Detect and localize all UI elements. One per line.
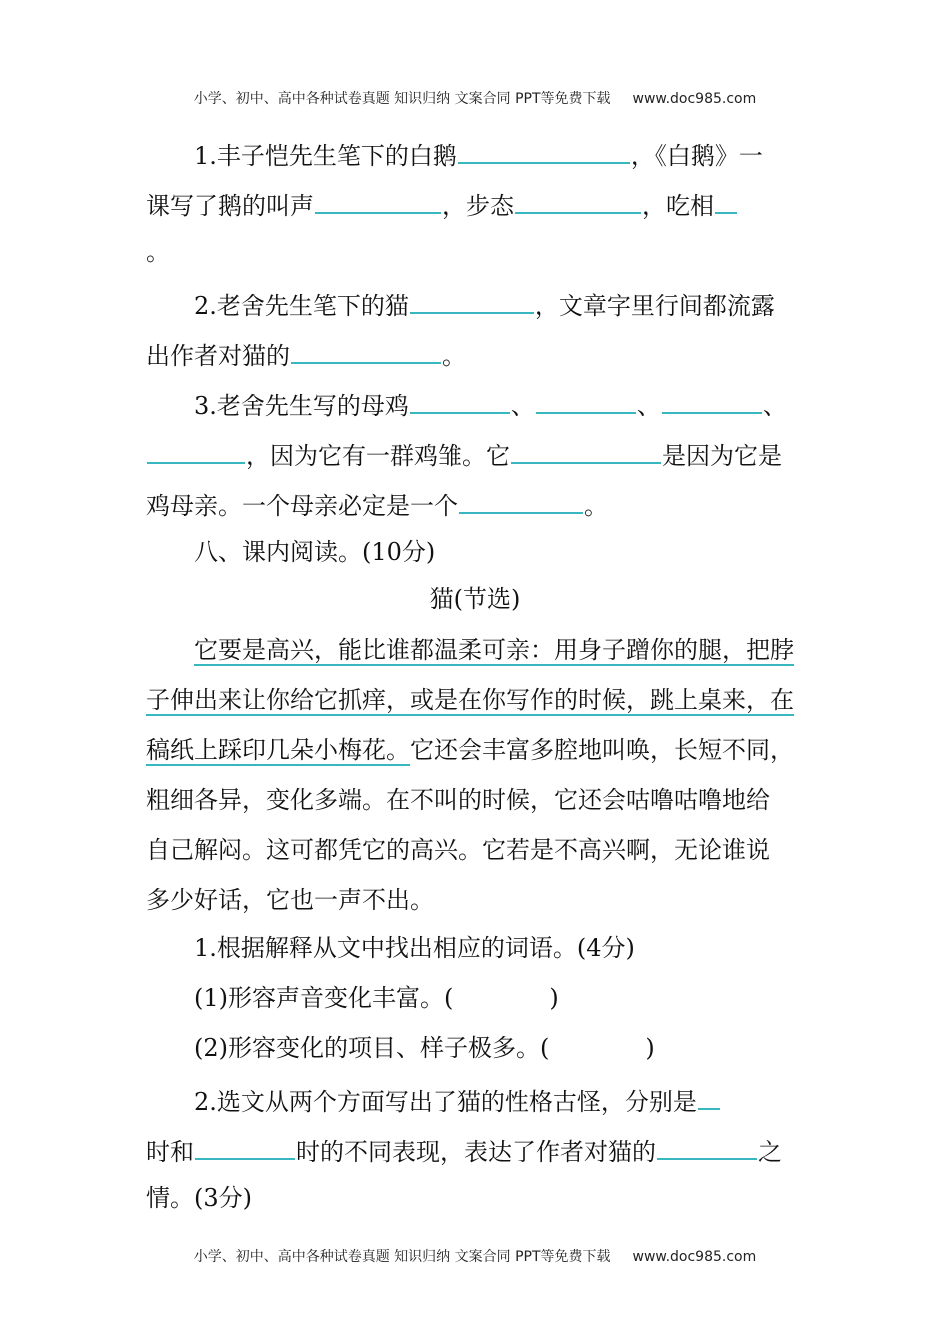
header-url: www.doc985.com [632, 91, 757, 107]
header-text: 小学、初中、高中各种试卷真题 知识归纳 文案合同 PPT等免费下载 [193, 91, 611, 107]
q7-2-line2: 出作者对猫的 。 [146, 336, 466, 368]
answer-blank[interactable] [410, 386, 510, 414]
q7-1-line1: 1.丰子恺先生笔下的白鹅 ，《白鹅》一 [194, 136, 763, 168]
answer-blank[interactable] [515, 186, 641, 214]
answer-blank[interactable] [657, 1132, 757, 1160]
answer-blank[interactable] [536, 386, 636, 414]
answer-blank[interactable] [715, 186, 737, 214]
answer-blank[interactable] [195, 1132, 295, 1160]
page-footer [0, 1246, 950, 1266]
answer-blank[interactable] [147, 436, 245, 464]
passage-line-4: 粗细各异，变化多端。在不叫的时候，它还会咕噜咕噜地给 [146, 786, 770, 814]
q8-1-b: (2)形容变化的项目、样子极多。( ) [194, 1034, 655, 1062]
q7-3-line2: ，因为它有一群鸡雏。它 是因为它是 [146, 436, 782, 468]
q8-2-line2: 时和 时的不同表现，表达了作者对猫的 之 [146, 1132, 782, 1164]
answer-blank[interactable] [410, 286, 534, 314]
answer-blank[interactable] [459, 486, 583, 514]
footer-text: 小学、初中、高中各种试卷真题 知识归纳 文案合同 PPT等免费下载 [193, 1249, 611, 1265]
q8-2-line1: 2.选文从两个方面写出了猫的性格古怪，分别是 [194, 1082, 721, 1114]
passage-title: 猫(节选) [429, 585, 521, 613]
answer-blank[interactable] [315, 186, 441, 214]
answer-blank[interactable] [698, 1082, 720, 1110]
q7-2-line1: 2.老舍先生笔下的猫 ，文章字里行间都流露 [194, 286, 775, 318]
q7-1-line2: 课写了鹅的叫声 ，步态 ，吃相 [146, 186, 738, 218]
q7-3-line3: 鸡母亲。一个母亲必定是一个 。 [146, 486, 608, 518]
passage-line-6: 多少好话，它也一声不出。 [146, 886, 434, 914]
q8-1-stem: 1.根据解释从文中找出相应的词语。(4分) [194, 934, 635, 962]
passage-line-5: 自己解闷。这可都凭它的高兴。它若是不高兴啊，无论谁说 [146, 836, 770, 864]
footer-url: www.doc985.com [632, 1249, 757, 1265]
q8-1-a: (1)形容声音变化丰富。( ) [194, 984, 559, 1012]
answer-blank[interactable] [511, 436, 661, 464]
passage-line-3: 稿纸上踩印几朵小梅花。它还会丰富多腔地叫唤，长短不同， [146, 736, 794, 764]
answer-blank[interactable] [662, 386, 762, 414]
passage-line-2: 子伸出来让你给它抓痒，或是在你写作的时候，跳上桌来，在 [146, 686, 794, 714]
q7-1-line3: 。 [146, 238, 170, 266]
q7-3-line1: 3.老舍先生写的母鸡 、 、 、 [194, 386, 787, 418]
q8-2-line3: 情。(3分) [146, 1184, 252, 1212]
answer-blank[interactable] [291, 336, 441, 364]
answer-blank[interactable] [458, 136, 630, 164]
passage-line-1: 它要是高兴，能比谁都温柔可亲：用身子蹭你的腿，把脖 [194, 636, 794, 664]
section8-heading: 八、课内阅读。(10分) [194, 538, 436, 566]
page-header [0, 88, 950, 108]
